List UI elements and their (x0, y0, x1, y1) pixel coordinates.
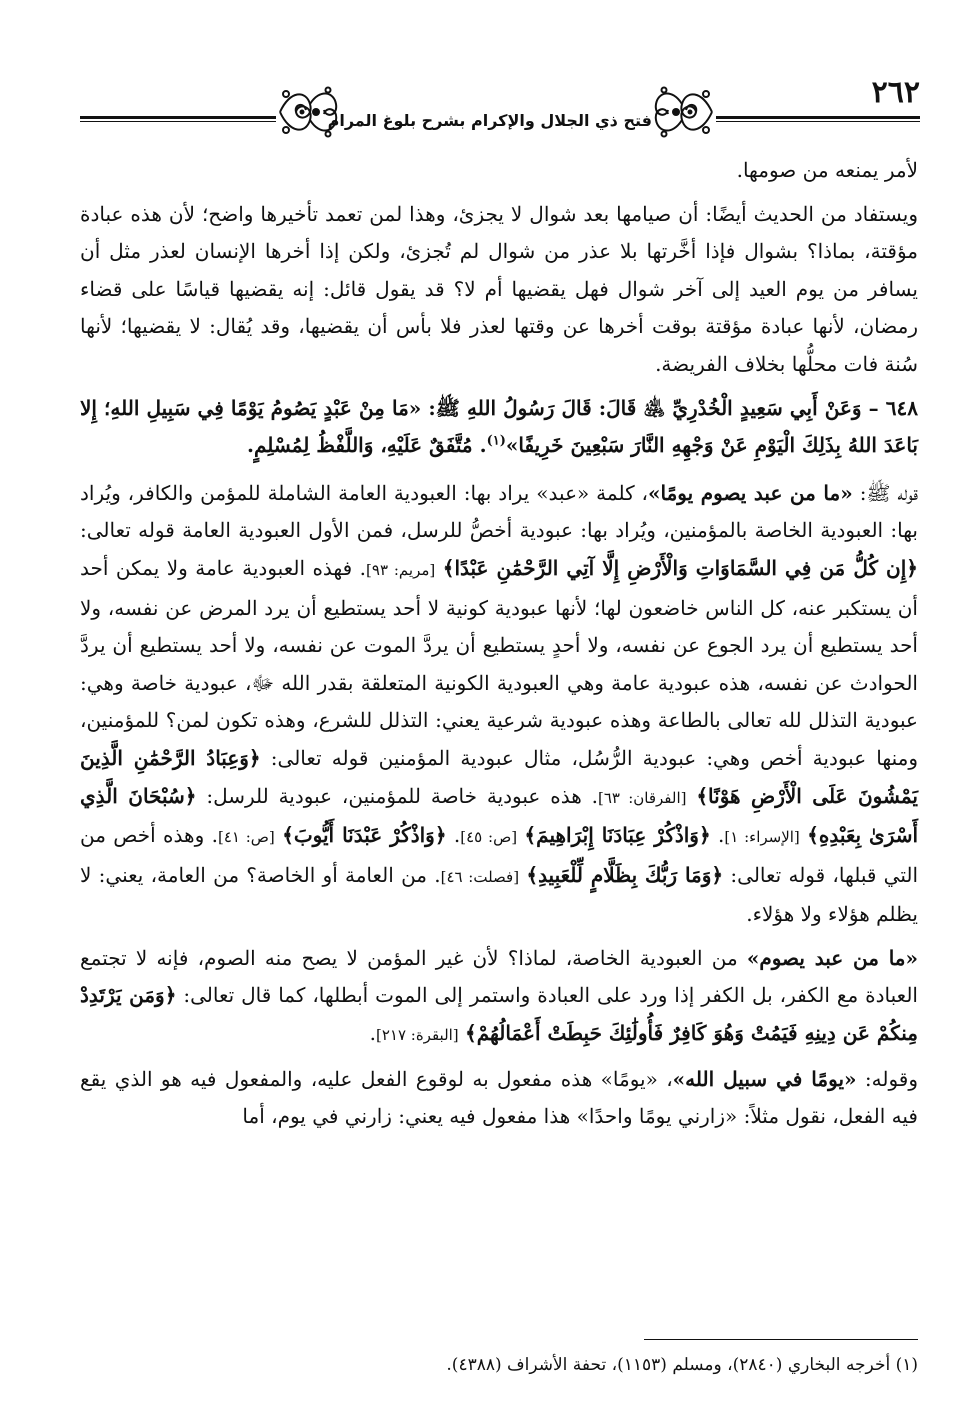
verse-reference: [الإسراء: ١] (724, 828, 800, 847)
hadith-source: . مُتَّفَقٌ عَلَيْهِ، وَاللَّفْظُ لِمُسْلِمٍ. (247, 433, 487, 458)
verse-reference: [الفرقان: ٦٣] (597, 788, 687, 807)
quran-verse: ﴿وَمَن يَرْتَدِدْ مِنكُمْ عَن دِينِهِ فَيَمُتْ وَهُوَ كَافِرٌ فَأُولَٰئِكَ حَبِطَتْ أَعْمَالُهُمْ﴾ (80, 983, 918, 1046)
text-run: . فهذه العبودية عامة ولا يمكن أحد أن يستكبر عنه، كل الناس خاضعون لها؛ لأنها عبودية كونية لا أحد يستطيع أن يرد المرض عن نفسه، ولا أحد يستطيع أن يرد الجوع عن نفسه، ولا أحدٍ يستطيع أن يردَّ الموت عن نفسه، ولا أحد يستطيع أن يردَّ الحوادث عن نفسه، هذه عبودية عامة وهي العبودية الكونية المتعلقة بقدر الله ﷻ، عبودية خاصة وهي: عبودية التذلل لله تعالى بالطاعة وهذه عبودية شرعية يعني: التذلل للشرع، وهذه تكون لمن؟ للمؤمنين، ومنها عبودية أخص وهي: عبودية الرُّسُل، مثال عبودية المؤمنين قوله تعالى: (80, 555, 919, 770)
footnote-separator (644, 1339, 918, 1340)
quoted-phrase: «ما من عبد يصوم يومًا» (648, 480, 853, 505)
quran-verse: ﴿وَعِبَادُ الرَّحْمَٰنِ الَّذِينَ يَمْشُونَ عَلَى الْأَرْضِ هَوْنًا﴾ (80, 745, 918, 808)
quran-verse: ﴿وَاذْكُرْ عَبْدَنَا أَيُّوبَ﴾ (282, 823, 447, 848)
book-title: فتح ذي الجلال والإكرام بشرح بلوغ المرام (327, 111, 652, 130)
text-run: من العبودية الخاصة، لماذا؟ لأن غير المؤمن لا يصح منه الصوم، فإنه لا تجتمع العبادة مع الكفر، بل الكفر إذا ورد على العبادة واستمر إلى الموت أبطلها، كما قال تعالى: (80, 945, 918, 1008)
footnote-marker: (١) (486, 433, 506, 449)
verse-reference: [البقرة: ٢١٧] (375, 1026, 459, 1045)
commentary-paragraph (80, 475, 918, 934)
text-run: . (718, 823, 725, 848)
hadith-body: وَعَنْ أَبِي سَعِيدٍ الْخُدْرِيِّ ﵁ قَالَ: قَالَ رَسُولُ اللهِ ﷺ: «مَا مِنْ عَبْدٍ يَصُومُ يَوْمًا فِي سَبِيلِ اللهِ؛ إِلا بَاعَدَ اللهُ بِذَلِكَ الْيَوْمِ عَنْ وَجْهِهِ النَّارَ سَبْعِينَ خَرِيفًا» (80, 395, 918, 458)
page-body (80, 152, 918, 1142)
commentary-paragraph (80, 1061, 918, 1136)
verse-reference: [فصلت: ٤٦] (440, 867, 520, 886)
verse-reference: [مريم: ٩٣] (366, 560, 436, 579)
paragraph: لأمر يمنعه من صومها. (736, 158, 918, 182)
text-run: . (453, 823, 461, 848)
text-run: . (369, 1021, 376, 1046)
quran-verse: ﴿وَمَا رَبُّكَ بِظَلَّامٍ لِّلْعَبِيدِ﴾ (526, 862, 724, 887)
hadith-number: ٦٤٨ – (868, 395, 918, 420)
text-run: ، «يومًا» هذه مفعول به لوقوع الفعل عليه، والمفعول فيه هو الذي يقع فيه الفعل، نقول مثلاً: «زارني يومًا واحدًا» هذا مفعول فيه يعني: زارني في يوم، أما (80, 1066, 918, 1129)
header-rule-right-thin (716, 121, 920, 122)
quran-verse: ﴿سُبْحَانَ الَّذِي أَسْرَىٰ بِعَبْدِهِ﴾ (80, 783, 919, 848)
text-run: . من العامة أو الخاصة؟ من العامة، يعني: لا يظلم هؤلاء ولا هؤلاء. (80, 862, 918, 927)
text-run: . هذه عبودية خاصة للمؤمنين، عبودية للرسل: (206, 783, 598, 808)
quoted-phrase: «يومًا في سبيل الله» (672, 1066, 857, 1091)
footnote: (١) أخرجه البخاري (٢٨٤٠)، ومسلم (١١٥٣)، تحفة الأشراف (٤٣٨٨). (446, 1355, 918, 1375)
quoted-phrase: «ما من عبد يصوم» (746, 945, 919, 970)
verse-reference: [ص: ٤١] (217, 828, 275, 847)
text-run: وقوله: (864, 1066, 918, 1091)
ornament-right-icon (652, 82, 716, 142)
text-run: ، كلمة «عبد» يراد بها: العبودية العامة الشاملة للمؤمن والكافر، ويُراد بها: العبودية الخاصة بالمؤمنين، ويُراد بها: عبودية أخصُّ للرسل، فمن الأول العبودية العامة قوله تعالى: (80, 480, 918, 543)
verse-reference: [ص: ٤٥] (460, 828, 518, 847)
paragraph: ويستفاد من الحديث أيضًا: أن صيامها بعد شوال لا يجزئ، وهذا لمن تعمد تأخيرها واضح؛ لأن هذه عبادة مؤقتة، بماذا؟ بشوال فإذا أخَّرتها بلا عذر من شوال لم تُجزئ، ولكن إذا أخرها الإنسان لعذر مثل أن يسافر من يوم العيد إلى آخر شوال فهل يقضيها أم لا؟ قد يقول قائل: إنه يقضيها قياسًا على قضاء رمضان، لأنها عبادة مؤقتة بوقت أخرها عن وقتها لعذر فلا بأس أن يقضيها، وقد يُقال: لا يقضيها؛ لأنها سُنة فات محلُّها بخلاف الفريضة. (80, 201, 919, 376)
quran-verse: ﴿وَاذْكُرْ عِبَادَنَا إِبْرَاهِيمَ﴾ (524, 823, 711, 848)
header-rule-right (716, 116, 920, 119)
hadith-text (80, 390, 918, 465)
page-number: ٢٦٢ (871, 75, 920, 110)
text-run: قوله ﷺ: (859, 480, 918, 505)
header-rule-left (80, 116, 276, 119)
text-run: . وهذه أخص من التي قبلها، قوله تعالى: (80, 823, 919, 887)
running-header (80, 75, 920, 144)
commentary-paragraph (80, 940, 918, 1055)
header-rule-left-thin (80, 121, 276, 122)
quran-verse: ﴿إِن كُلُّ مَن فِي السَّمَاوَاتِ وَالْأَرْضِ إِلَّا آتِي الرَّحْمَٰنِ عَبْدًا﴾ (442, 555, 919, 580)
